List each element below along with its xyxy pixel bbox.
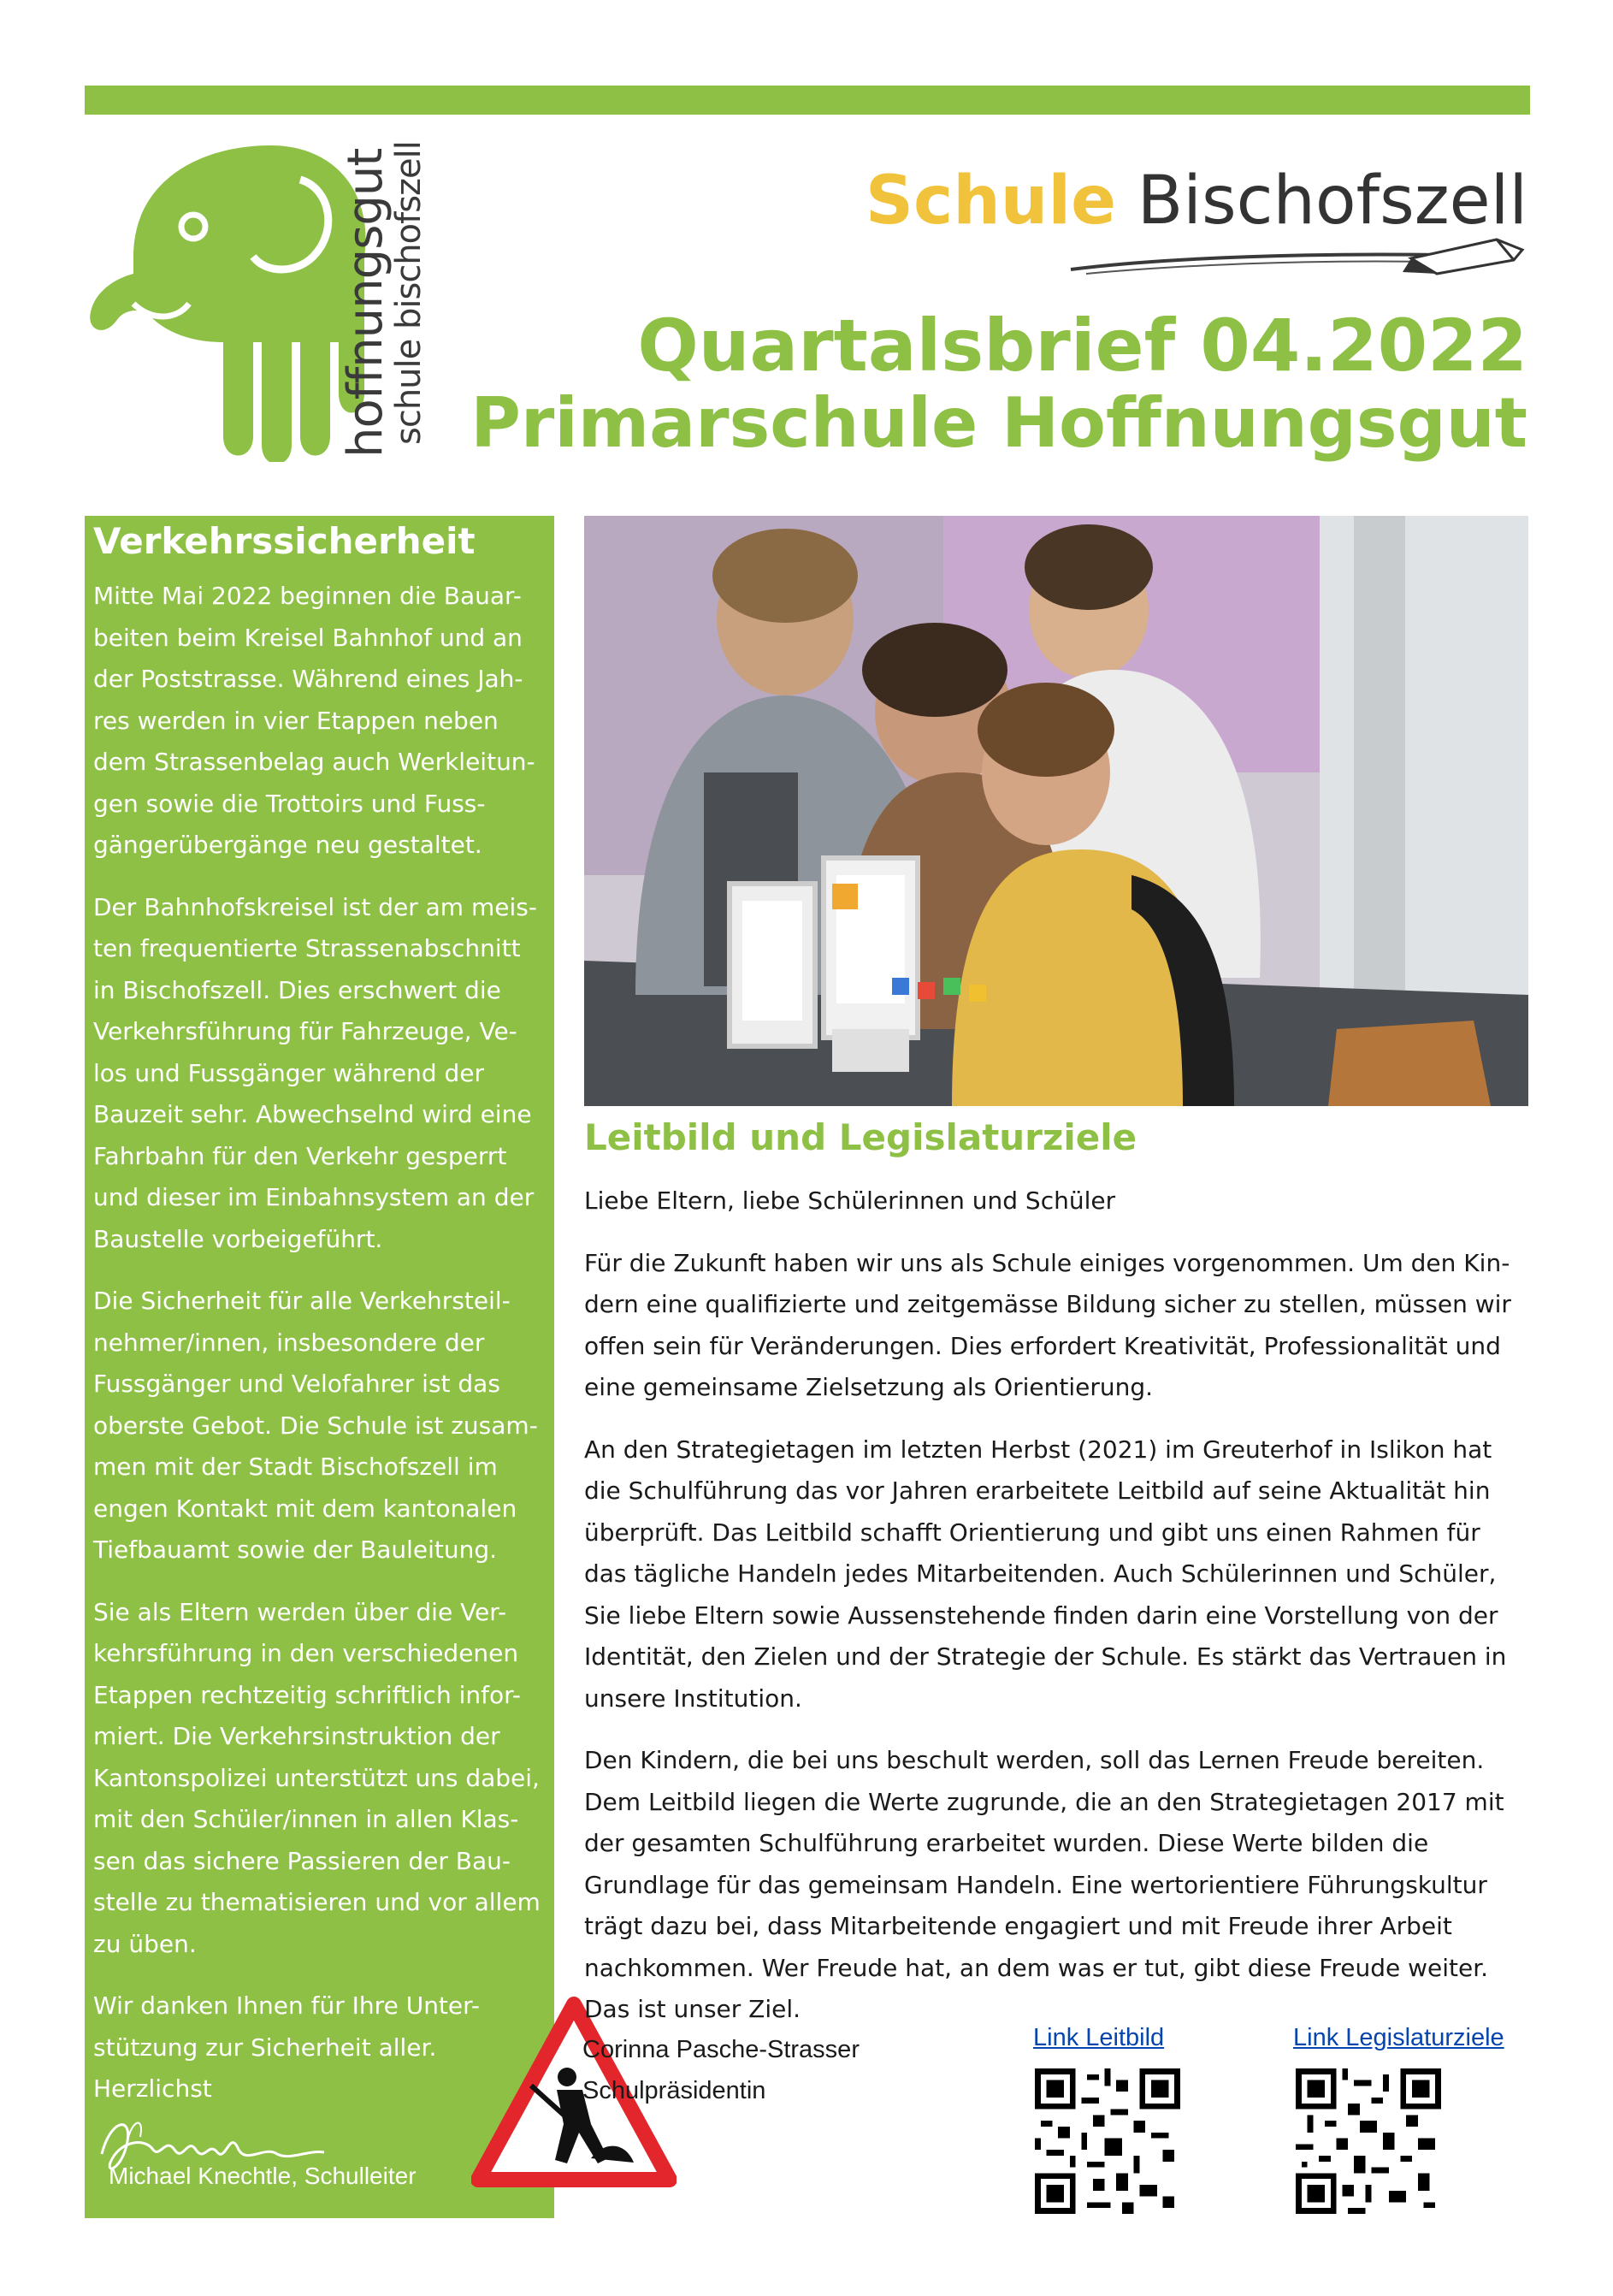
- main-body: [584, 1181, 1529, 2051]
- author-role: Schulpräsidentin: [582, 2077, 766, 2104]
- sidebar-greeting: Herzlichst: [93, 2074, 212, 2103]
- main-heading: Leitbild und Legislaturziele: [584, 1116, 1137, 1158]
- sidebar-paragraph: Der Bahnhofskreisel ist der am meis-ten frequentierte Strassenabschnitt in Bischofszell. Dies erschwert die Verkehrsführung für Fahrzeuge, Ve-los und Fussgänger während der Bauzeit sehr. Abwechselnd wird eine Fahrbahn für den Verkehr gesperrt und dieser im Einbahnsystem an der Baustelle vorbeigeführt.: [93, 892, 537, 1253]
- page-title: Quartalsbrief 04.2022: [637, 304, 1527, 388]
- main-greeting: Liebe Eltern, liebe Schülerinnen und Schüler: [584, 1186, 1116, 1215]
- author-name: Corinna Pasche-Strasser: [582, 2036, 860, 2063]
- students-photo: [584, 516, 1528, 1106]
- main-paragraph: Den Kindern, die bei uns beschult werden, soll das Lernen Freude bereiten. Dem Leitbild liegen die Werte zugrunde, die an den Strategietagen 2017 mit der gesamten Schulführung erarbeitet wurden. Diese Werte bilden die Grundlage für das gemeinsam Handeln. Eine wertorientiere Führungskultur trägt dazu bei, dass Mitarbeitende engagiert und mit Freude ihrer Arbeit nachkommen. Wer Freude hat, an dem was er tut, gibt diese Freude weiter. Das ist unser Ziel.: [584, 1746, 1504, 2023]
- brand-name: [866, 163, 1527, 240]
- sidebar-paragraph: Die Sicherheit für alle Verkehrsteil-nehmer/innen, insbesondere der Fussgänger und Velofahrer ist das oberste Gebot. Die Schule ist zusam-men mit der Stadt Bischofszell im engen Kontakt mit dem kantonalen Tiefbauamt sowie der Bauleitung.: [93, 1287, 538, 1564]
- sidebar-signer: Michael Knechtle, Schulleiter: [109, 2163, 417, 2189]
- main-paragraph: Für die Zukunft haben wir uns als Schule einiges vorgenommen. Um den Kin-dern eine qualifizierte und zeitgemässe Bildung sicher zu stellen, müssen wir offen sein für Veränderungen. Dies erfordert Kreativität, Professionalität und eine gemeinsame Zielsetzung als Orientierung.: [584, 1248, 1511, 1401]
- sidebar-heading: Verkehrssicherheit: [93, 520, 476, 562]
- logo-word-big: hoffnungsgut: [338, 148, 393, 458]
- link-leitbild[interactable]: Link Leitbild: [1033, 2024, 1165, 2051]
- qr-code-legislaturziele[interactable]: [1296, 2068, 1441, 2214]
- top-accent-bar: [85, 86, 1530, 115]
- page-subtitle: Primarschule Hoffnungsgut: [470, 383, 1527, 463]
- link-legislaturziele[interactable]: Link Legislaturziele: [1293, 2024, 1504, 2051]
- sidebar-traffic-safety: [85, 516, 554, 2218]
- sidebar-paragraph: Mitte Mai 2022 beginnen die Bauar-beiten beim Kreisel Bahnhof und an der Poststrasse. Während eines Jah-res werden in vier Etappen neben dem Strassenbelag auch Werkleitun-gen sowie die Trottoirs und Fuss-gängerübergänge neu gestaltet.: [93, 582, 535, 859]
- author-block: [582, 2029, 860, 2111]
- sidebar-body: [93, 576, 547, 2110]
- sidebar-paragraph: Sie als Eltern werden über die Ver-kehrsführung in den verschiedenen Etappen rechtzeitig schriftlich infor-miert. Die Verkehrsinstruktion der Kantonspolizei unterstützt uns dabei, mit den Schüler/innen in allen Klas-sen das sichere Passieren der Bau-stelle zu thematisieren und vor allem zu üben.: [93, 1597, 541, 1958]
- logo-wordmark: [312, 141, 432, 462]
- sidebar-closing: Wir danken Ihnen für Ihre Unter-stützung zur Sicherheit aller.: [93, 1991, 480, 2062]
- logo-word-small: schule bischofszell: [389, 141, 428, 445]
- main-paragraph: An den Strategietagen im letzten Herbst (2021) im Greuterhof in Islikon hat die Schulführung das vor Jahren erarbeitete Leitbild auf seine Aktualität hin überprüft. Das Leitbild schafft Orientierung und gibt uns einen Rahmen für das tägliche Handeln jedes Mitarbeitenden. Auch Schülerinnen und Schüler, Sie liebe Eltern sowie Aussenstehende finden darin eine Vorstellung von der Identität, den Zielen und der Strategie der Schule. Es stärkt das Vertrauen in unsere Institution.: [584, 1435, 1507, 1713]
- brand-part-2: Bischofszell: [1137, 163, 1527, 240]
- brand-part-1: Schule: [865, 163, 1116, 240]
- qr-code-leitbild[interactable]: [1035, 2068, 1180, 2214]
- pencil-icon: [1069, 231, 1531, 282]
